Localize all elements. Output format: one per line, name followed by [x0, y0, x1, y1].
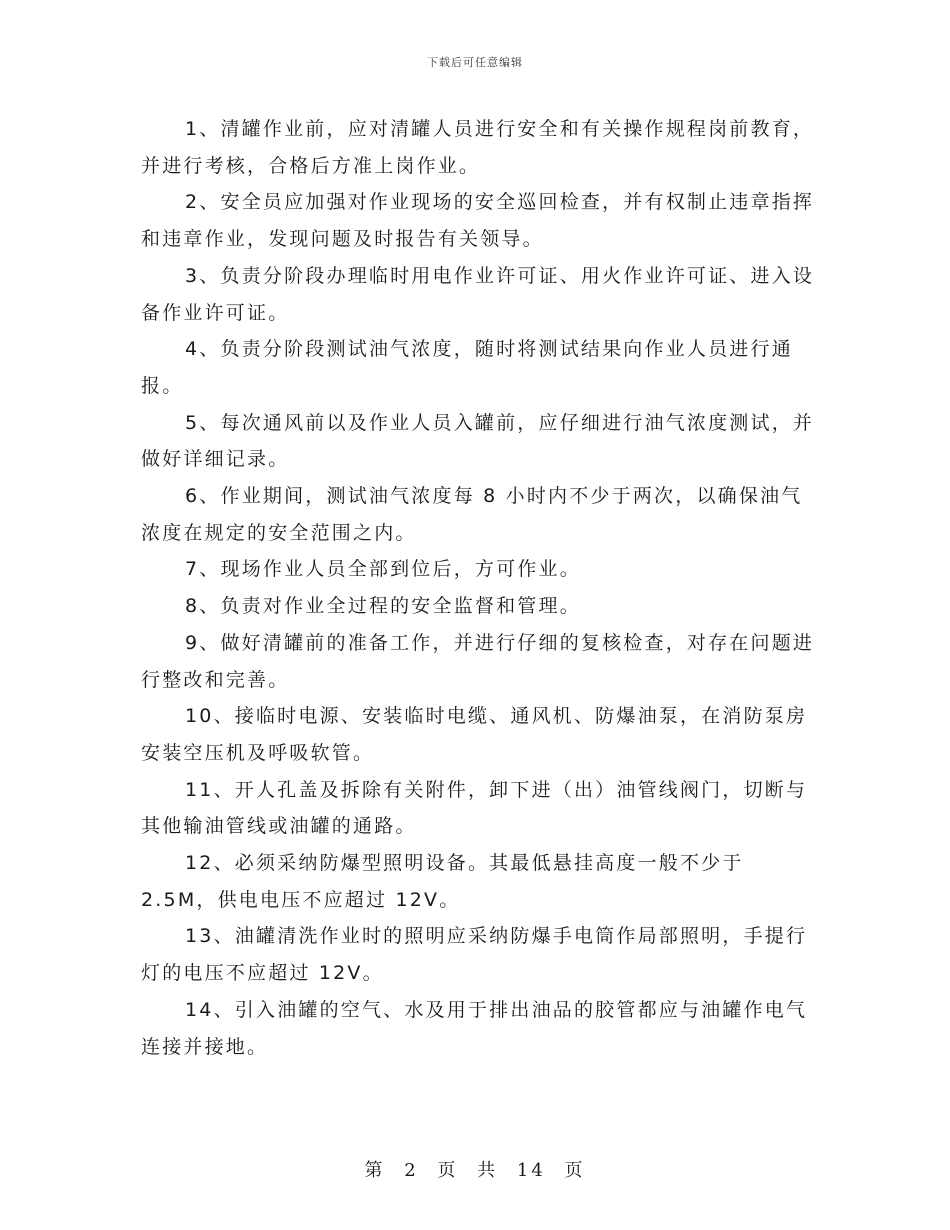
paragraph-6: 6、作业期间，测试油气浓度每 8 小时内不少于两次，以确保油气浓度在规定的安全范围之内。 — [141, 485, 803, 544]
total-page-count: 14 — [516, 1160, 546, 1181]
paragraph-9: 9、做好清罐前的准备工作，并进行仔细的复核检查，对存在问题进行整改和完善。 — [141, 631, 815, 691]
paragraph-11: 11、开人孔盖及拆除有关附件，卸下进（出）油管线阀门，切断与其他输油管线或油罐的通路。 — [141, 778, 808, 838]
paragraph-12: 12、必须采纳防爆型照明设备。其最低悬挂高度一般不少于 2.5M，供电电压不应超过 12V。 — [141, 852, 744, 911]
footer-page-word: 页 — [437, 1160, 459, 1181]
paragraph-3: 3、负责分阶段办理临时用电作业许可证、用火作业许可证、进入设备作业许可证。 — [141, 264, 815, 324]
paragraph-2: 2、安全员应加强对作业现场的安全巡回检查，并有权制止违章指挥和违章作业，发现问题及时报告有关领导。 — [141, 191, 815, 251]
paragraph-5: 5、每次通风前以及作业人员入罐前，应仔细进行油气浓度测试，并做好详细记录。 — [141, 411, 815, 471]
footer-total-word: 共 — [477, 1160, 499, 1181]
paragraph-8: 8、负责对作业全过程的安全监督和管理。 — [185, 595, 581, 618]
footer-prefix: 第 — [364, 1160, 386, 1181]
document-body — [141, 111, 821, 1065]
page-header: 下载后可任意编辑 — [427, 56, 523, 69]
paragraph-13: 13、油罐清洗作业时的照明应采纳防爆手电筒作局部照明，手提行灯的电压不应超过 12V。 — [141, 925, 808, 985]
page-number-footer — [0, 1156, 950, 1182]
paragraph-7: 7、现场作业人员全部到位后，方可作业。 — [185, 558, 581, 581]
paragraph-10: 10、接临时电源、安装临时电缆、通风机、防爆油泵，在消防泵房安装空压机及呼吸软管。 — [141, 705, 808, 764]
current-page-number: 2 — [404, 1160, 419, 1181]
paragraph-14: 14、引入油罐的空气、水及用于排出油品的胶管都应与油罐作电气连接并接地。 — [141, 998, 808, 1058]
paragraph-1: 1、清罐作业前，应对清罐人员进行安全和有关操作规程岗前教育，并进行考核，合格后方准上岗作业。 — [141, 118, 815, 177]
paragraph-4: 4、负责分阶段测试油气浓度，随时将测试结果向作业人员进行通报。 — [141, 338, 793, 397]
footer-suffix: 页 — [564, 1160, 586, 1181]
